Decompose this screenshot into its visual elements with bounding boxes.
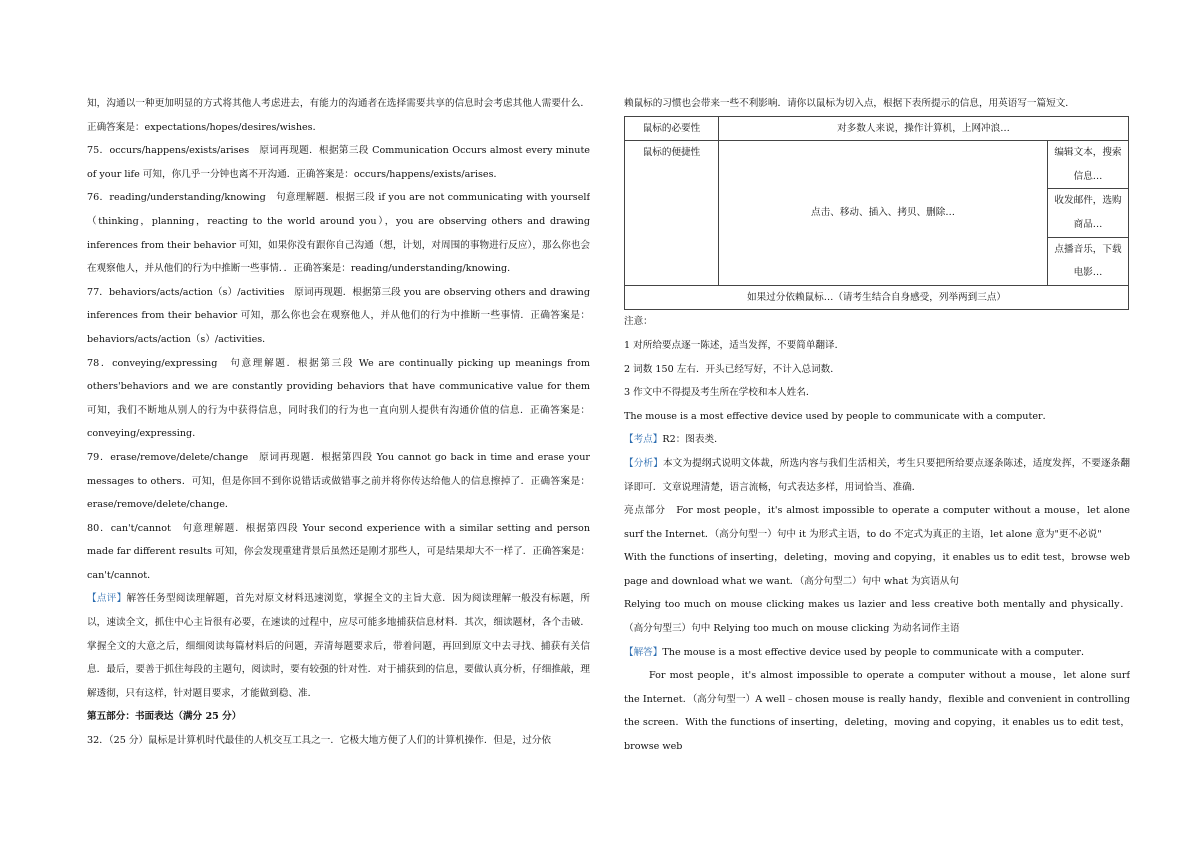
jieda-paragraph bbox=[624, 641, 1130, 665]
fenxi-paragraph bbox=[624, 452, 1130, 499]
answer-79: 79．erase/remove/delete/change 原词再现题．根据第四段 You cannot go back in time and erase your messages to others．可知，但是你回不到你说错话或做错事之前并将你传达给他人的信息擦掉了．正确答案是：erase/remove/delete/change． bbox=[87, 451, 590, 511]
question-32: 32．（25 分）鼠标是计算机时代最佳的人机交互工具之一．它极大地方便了人们的计算机操作．但是，过分依 bbox=[87, 735, 551, 747]
answer-78: 78．conveying/expressing 句意理解题．根据第三段 We are continually picking up meanings from others'behaviors and we are constantly providing behaviors that have communicative value for them 可知，我们不断地从别人的行为中获得信息，同时我们的行为也一直向别人提供有沟通价值的信息．正确答案是：conveying/expressing． bbox=[87, 357, 590, 440]
overreliance-row: 如果过分依赖鼠标…（请考生结合自身感受，列举两到三点） bbox=[625, 285, 1129, 310]
kaodian-text: R2：图表类． bbox=[662, 434, 724, 446]
left-column bbox=[87, 92, 590, 752]
answer-75: 75．occurs/happens/exists/arises 原词再现题．根据第三段 Communication Occurs almost every minute of your life 可知，你几乎一分钟也离不开沟通．正确答案是：occurs/happens/exists/arises． bbox=[87, 145, 590, 180]
kaodian-tag: 【考点】 bbox=[624, 434, 663, 446]
answer-essay: For most people，it's almost impossible to operate a computer without a mouse，let alone surf the Internet．（高分句型一）A well﹣chosen mouse is really handy，flexible and convenient in controlling the screen．With the functions of inserting，deleting，moving and copying，it enables us to edit test，browse web bbox=[624, 670, 1130, 752]
highlight-3: Relying too much on mouse clicking makes us lazier and less creative both mentally and physically．（高分句型三）句中 Relying too much on mouse clicking 为动名词作主语 bbox=[624, 599, 1130, 635]
section-title: 第五部分：书面表达（满分 25 分） bbox=[87, 711, 242, 723]
answer-77: 77．behaviors/acts/action（s）/activities 原词再现题．根据第三段 you are observing others and drawing inferences from their behavior 可知，那么你也会在观察他人，并从他们的行为中推断一些事情．正确答案是：behaviors/acts/action（s）/activities． bbox=[87, 286, 590, 345]
highlight-2: With the functions of inserting，deleting，moving and copying，it enables us to edit test，browse web page and download what we want．（高分句型二）句中 what 为宾语从句 bbox=[624, 552, 1130, 587]
note-1: 1 对所给要点逐一陈述，适当发挥，不要简单翻译． bbox=[624, 339, 845, 351]
jieda-text: The mouse is a most effective device used by people to communicate with a computer． bbox=[662, 646, 1091, 658]
fenxi-tag: 【分析】 bbox=[624, 457, 663, 469]
answer-80: 80．can't/cannot 句意理解题．根据第四段 Your second experience with a similar setting and person made far different results 可知，你会发现重建背景后虽然还是刚才那些人，可是结果却大不一样了．正确答案是：can't/cannot． bbox=[87, 522, 590, 581]
question-intro: 赖鼠标的习惯也会带来一些不利影响．请你以鼠标为切入点，根据下表所提示的信息，用英语写一篇短文． bbox=[624, 98, 1075, 109]
convenience-value: 点击、移动、插入、拷贝、删除… bbox=[719, 141, 1048, 286]
convenience-sub-2: 收发邮件，选购商品… bbox=[1048, 189, 1129, 237]
opening-sentence: The mouse is a most effective device used by people to communicate with a computer． bbox=[624, 410, 1053, 422]
review-text: 解答任务型阅读理解题，首先对原文材料迅速浏览，掌握全文的主旨大意．因为阅读理解一般没有标题，所以，速读全文，抓住中心主旨很有必要，在速读的过程中，应尽可能多地捕获信息材料．其次，细读题材，各个击破．掌握全文的大意之后，细细阅读每篇材料后的问题，弄清每题要求后，带着问题，再回到原文中去寻找、捕获有关信息．最后，要善于抓住每段的主题句，阅读时，要有较强的针对性．对于捕获到的信息，要做认真分析，仔细推敲，理解透彻，只有这样，针对题目要求，才能做到稳、准． bbox=[87, 593, 590, 699]
necessity-label: 鼠标的必要性 bbox=[625, 116, 719, 141]
answer-76: 76．reading/understanding/knowing 句意理解题．根据三段 if you are not communicating with yourself（thinking，planning，reacting to the world around you），you are observing others and drawing inferences from their behavior 可知，如果你没有跟你自己沟通（想，计划，对周围的事物进行反应），那么你也会在观察他人，并从他们的行为中推断一些事情．．正确答案是：reading/understanding/knowing． bbox=[87, 192, 590, 275]
highlight-1: 亮点部分 For most people，it's almost impossible to operate a computer without a mouse，let alone surf the Internet．（高分句型一）句中 it 为形式主语，to do 不定式为真正的主语，let alone 意为"更不必说" bbox=[624, 505, 1130, 540]
kaodian-paragraph bbox=[624, 428, 1130, 452]
jieda-tag: 【解答】 bbox=[624, 646, 663, 658]
prompt-table bbox=[624, 116, 1129, 311]
convenience-sub-3: 点播音乐，下载电影… bbox=[1048, 237, 1129, 285]
note-2: 2 词数 150 左右．开头已经写好，不计入总词数． bbox=[624, 363, 840, 375]
notes-title: 注意： bbox=[624, 316, 653, 328]
fenxi-text: 本文为提纲式说明文体裁，所选内容与我们生活相关，考生只要把所给要点逐条陈述，适度发挥，不要逐条翻译即可．文章说理清楚，语言流畅，句式表达多样，用词恰当、准确． bbox=[624, 457, 1130, 493]
note-3: 3 作文中不得提及考生所在学校和本人姓名． bbox=[624, 387, 816, 399]
right-column bbox=[624, 92, 1130, 752]
necessity-value: 对多数人来说，操作计算机，上网冲浪… bbox=[719, 116, 1129, 141]
convenience-sub-1: 编辑文本，搜索信息… bbox=[1048, 141, 1129, 189]
review-tag: 【点评】 bbox=[87, 593, 127, 605]
answer-paragraph: 知，沟通以一种更加明显的方式将其他人考虑进去，有能力的沟通者在选择需要共享的信息时会考虑其他人需要什么．正确答案是：expectations/hopes/desires/wishes． bbox=[87, 98, 590, 133]
convenience-label: 鼠标的便捷性 bbox=[625, 141, 719, 286]
review-paragraph bbox=[87, 587, 590, 705]
